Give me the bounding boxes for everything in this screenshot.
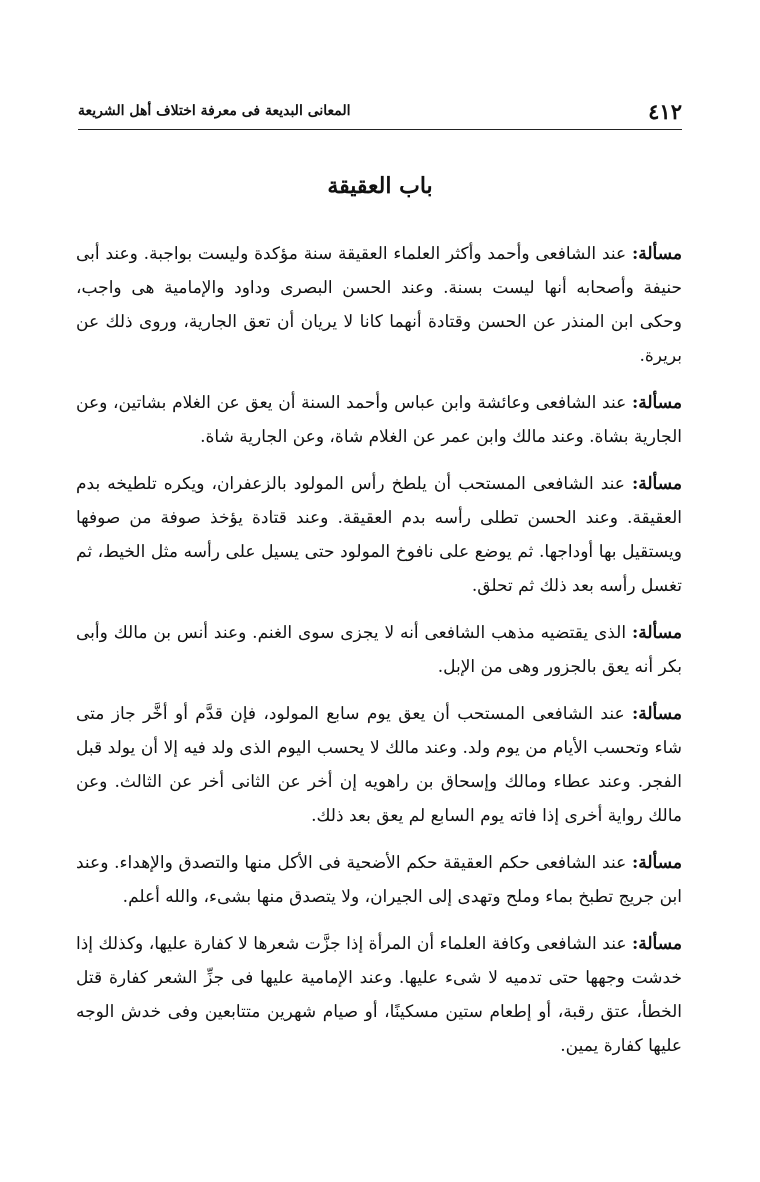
page-header	[78, 96, 682, 126]
issue-label: مسألة:	[631, 853, 683, 873]
issue-text: عند الشافعى وعائشة وابن عباس وأحمد السنة أن يعق عن الغلام بشاتين، وعن الجارية بشاة. وعند مالك وابن عمر عن الغلام شاة، وعن الجارية شاة.	[76, 393, 682, 447]
issue-text: عند الشافعى وكافة العلماء أن المرأة إذا جزَّت شعرها لا كفارة عليها، وكذلك إذا خدشت وجهها حتى تدميه لا شىء عليها. وعند الإمامية عليها فى جزِّ الشعر كفارة قتل الخطأ، عتق رقبة، أو إطعام ستين مسكينًا، أو صيام شهرين متتابعين وفى خدش الوجه عليها كفارة يمين.	[76, 934, 682, 1056]
issue-text: عند الشافعى وأحمد وأكثر العلماء العقيقة سنة مؤكدة وليست بواجبة. وعند أبى حنيفة وأصحابه أنها ليست بسنة. وعند الحسن البصرى وداود والإمامية هى واجب، وحكى ابن المنذر عن الحسن وقتادة أنهما كانا لا يريان أن تعق الجارية، وروى ذلك عن بريرة.	[76, 244, 682, 366]
issue-paragraph	[76, 927, 682, 1063]
issue-label: مسألة:	[631, 244, 682, 264]
issue-paragraph	[76, 237, 682, 373]
issue-text: عند الشافعى المستحب أن يعق يوم سابع المولود، فإن قدَّم أو أخَّر جاز متى شاء وتحسب الأيام من يوم ولد. وعند مالك لا يحسب اليوم الذى ولد فيه إلا أن يولد قبل الفجر. وعند عطاء ومالك وإسحاق بن راهويه إن أخر عن الثانى أخر عن الثالث. وعن مالك رواية أخرى إذا فاته يوم السابع لم يعق بعد ذلك.	[76, 704, 682, 826]
issue-text: عند الشافعى المستحب أن يلطخ رأس المولود بالزعفران، ويكره تلطيخه بدم العقيقة. وعند الحسن تطلى رأسه بدم العقيقة. وعند قتادة يؤخذ صوفة من صوفها ويستقيل بها أوداجها. ثم يوضع على نافوخ المولود حتى يسيل على رأسه مثل الخيط، ثم تغسل رأسه بعد ذلك ثم تحلق.	[76, 474, 682, 596]
issue-paragraph	[76, 697, 682, 833]
page-number: ٤١٢	[648, 98, 682, 124]
issue-paragraph	[76, 616, 682, 684]
issue-label: مسألة:	[631, 623, 682, 643]
issue-label: مسألة:	[631, 474, 682, 494]
issue-paragraph	[76, 467, 682, 603]
body-text	[76, 237, 682, 1076]
issue-label: مسألة:	[631, 393, 682, 413]
issue-paragraph	[76, 386, 682, 454]
issue-text: عند الشافعى حكم العقيقة حكم الأضحية فى الأكل منها والتصدق والإهداء. وعند ابن جريج تطبخ بماء وملح وتهدى إلى الجيران، ولا يتصدق منها بشىء، والله أعلم.	[76, 853, 682, 907]
issue-label: مسألة:	[631, 934, 683, 954]
issue-text: الذى يقتضيه مذهب الشافعى أنه لا يجزى سوى الغنم. وعند أنس بن مالك وأبى بكر أنه يعق بالجزور وهى من الإبل.	[76, 623, 682, 677]
running-title: المعانى البديعة فى معرفة اختلاف أهل الشريعة	[78, 103, 351, 119]
chapter-title: باب العقيقة	[327, 173, 433, 199]
issue-label: مسألة:	[631, 704, 682, 724]
issue-paragraph	[76, 846, 682, 914]
header-divider	[78, 129, 682, 130]
